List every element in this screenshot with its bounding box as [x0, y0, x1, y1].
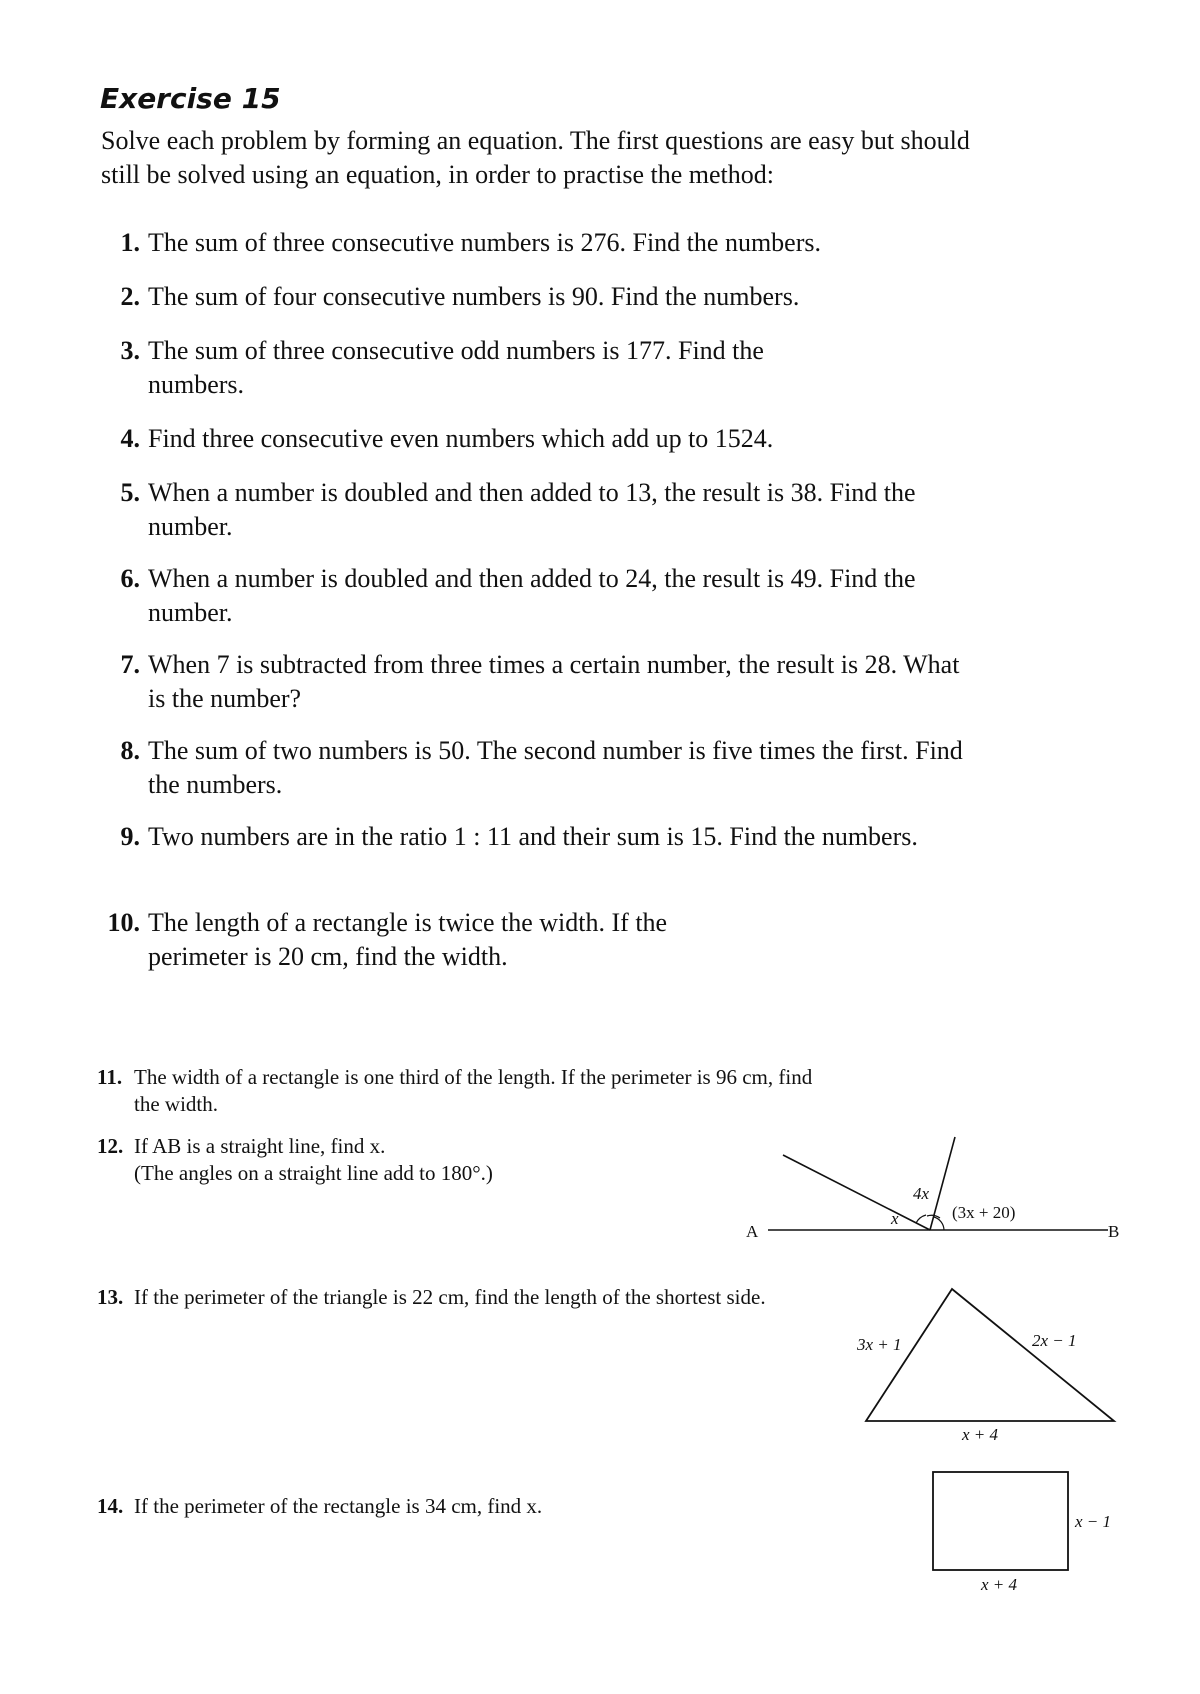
- question-text: If the perimeter of the rectangle is 34 cm, find x.: [134, 1494, 543, 1518]
- question-number: 5.: [120, 478, 140, 507]
- question-text: When a number is doubled and then added to 13, the result is 38. Find the number.: [148, 478, 916, 541]
- question-text: The sum of two numbers is 50. The second number is five times the first. Find the numbers.: [148, 736, 963, 799]
- question-text: The sum of three consecutive odd numbers is 177. Find the numbers.: [148, 336, 764, 399]
- angle-arc-3x: [934, 1217, 944, 1230]
- question-number: 4.: [120, 424, 140, 453]
- question-note: (The angles on a straight line add to 180°.): [134, 1161, 493, 1185]
- question-number: 3.: [120, 336, 140, 365]
- question-number: 8.: [120, 736, 140, 765]
- left-ray: [783, 1155, 930, 1230]
- rectangle-side-label: x − 1: [1075, 1512, 1112, 1531]
- right-side-label: 2x − 1: [1032, 1331, 1077, 1350]
- question-text: The sum of four consecutive numbers is 90. Find the numbers.: [148, 282, 800, 311]
- triangle-figure: [856, 1289, 1114, 1444]
- point-b-label: B: [1108, 1222, 1120, 1241]
- angle-arc-x: [916, 1215, 926, 1223]
- question-text: When 7 is subtracted from three times a certain number, the result is 28. What is the number?: [148, 650, 960, 713]
- question-text: The width of a rectangle is one third of the length. If the perimeter is 96 cm, find the width.: [134, 1065, 813, 1116]
- angle-3x-label: (3x + 20): [952, 1203, 1016, 1222]
- question-number: 1.: [120, 228, 140, 257]
- rectangle: [933, 1472, 1068, 1570]
- rectangle-base-label: x + 4: [981, 1575, 1018, 1594]
- exercise-heading: Exercise 15: [100, 82, 281, 115]
- instructions: Solve each problem by forming an equation. The first questions are easy but should still be solved using an equation, in order to practise the method:: [101, 126, 970, 189]
- question-number: 13.: [97, 1285, 124, 1309]
- question-text: The sum of three consecutive numbers is 276. Find the numbers.: [148, 228, 821, 257]
- question-number: 12.: [97, 1134, 124, 1158]
- question-text: Find three consecutive even numbers which add up to 1524.: [148, 424, 774, 453]
- angle-x-label: x: [891, 1209, 899, 1228]
- point-a-label: A: [746, 1222, 759, 1241]
- question-number: 2.: [120, 282, 140, 311]
- question-number: 11.: [97, 1065, 123, 1089]
- question-text-main: If AB is a straight line, find x.: [134, 1134, 386, 1158]
- triangle: [866, 1289, 1114, 1421]
- left-side-label: 3x + 1: [857, 1335, 902, 1354]
- question-number: 7.: [120, 650, 140, 679]
- straight-line-figure: [746, 1137, 1119, 1241]
- question-text: The length of a rectangle is twice the width. If the perimeter is 20 cm, find the width.: [148, 908, 668, 971]
- question-text: When a number is doubled and then added to 24, the result is 49. Find the number.: [148, 564, 916, 627]
- question-text: Two numbers are in the ratio 1 : 11 and their sum is 15. Find the numbers.: [148, 822, 918, 851]
- question-text: If the perimeter of the triangle is 22 cm, find the length of the shortest side.: [134, 1285, 766, 1309]
- question-number: 14.: [97, 1494, 124, 1518]
- base-label: x + 4: [962, 1425, 999, 1444]
- question-number: 9.: [120, 822, 140, 851]
- rectangle-figure: [933, 1472, 1111, 1594]
- question-number: 6.: [120, 564, 140, 593]
- question-number: 10.: [107, 908, 140, 937]
- angle-4x-label: 4x: [913, 1184, 930, 1203]
